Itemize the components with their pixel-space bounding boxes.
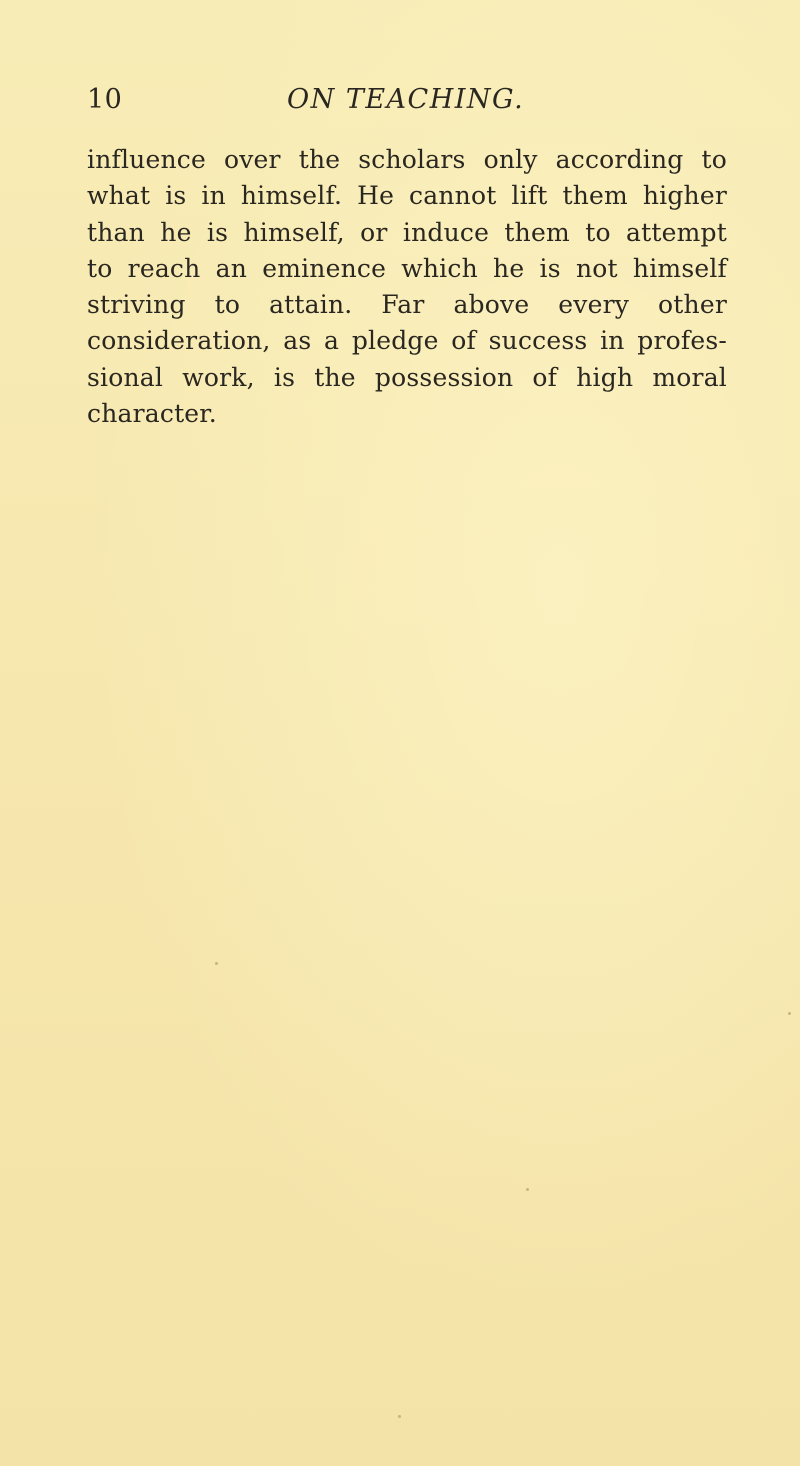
page-number: 10 bbox=[87, 84, 123, 115]
text-line: sional work, is the possession of high moral bbox=[87, 362, 727, 392]
running-head: ON TEACHING. bbox=[287, 84, 525, 115]
text-line: influence over the scholars only according to bbox=[87, 145, 727, 174]
text-line: consideration, as a pledge of success in profes- bbox=[87, 326, 727, 356]
paper-speck bbox=[526, 1188, 529, 1191]
text-line: to reach an eminence which he is not himself bbox=[87, 253, 727, 283]
text-line: than he is himself, or induce them to attempt bbox=[87, 217, 727, 247]
page-header bbox=[87, 84, 727, 124]
paper-speck bbox=[398, 1415, 401, 1418]
text-line: what is in himself. He cannot lift them higher bbox=[87, 181, 727, 211]
body-paragraph bbox=[87, 142, 727, 432]
text-line: character. bbox=[87, 399, 217, 429]
paper-speck bbox=[215, 962, 218, 965]
text-line: striving to attain. Far above every other bbox=[87, 290, 727, 320]
paper-speck bbox=[788, 1012, 791, 1015]
